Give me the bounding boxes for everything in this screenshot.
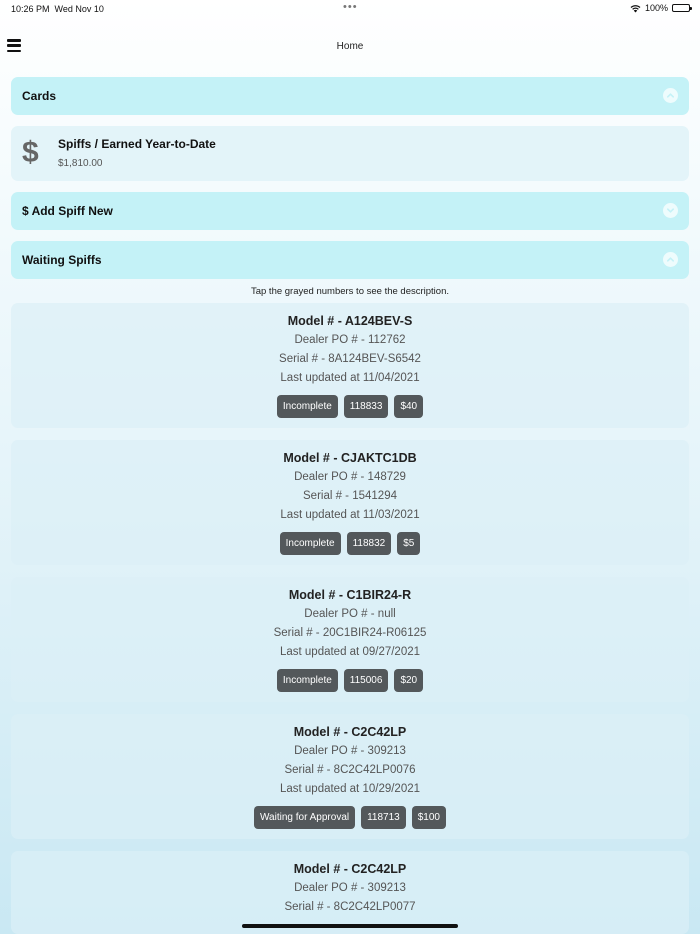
status-time-text: 10:26 PM (11, 4, 50, 14)
spiff-serial: Serial # - 20C1BIR24-R06125 (273, 627, 427, 639)
spiff-number-badge[interactable]: 118833 (344, 395, 389, 418)
spiff-badges (11, 532, 689, 555)
spiff-model: Model # - C2C42LP (293, 725, 407, 739)
status-badge[interactable]: Incomplete (280, 532, 341, 555)
chevron-up-icon[interactable] (663, 252, 678, 267)
spiff-dealer-po: Dealer PO # - 309213 (294, 745, 406, 757)
status-right (630, 3, 690, 13)
spiff-serial: Serial # - 8A124BEV-S6542 (279, 353, 421, 365)
spiff-number-badge[interactable]: 115006 (344, 669, 389, 692)
spiff-serial: Serial # - 1541294 (303, 490, 397, 502)
spiff-serial: Serial # - 8C2C42LP0076 (284, 764, 416, 776)
spiff-model: Model # - A124BEV-S (287, 314, 413, 328)
amount-badge[interactable]: $40 (394, 395, 423, 418)
status-time (11, 4, 104, 14)
battery-percent: 100% (644, 3, 668, 13)
spiff-badges (11, 669, 689, 692)
spiff-dealer-po: Dealer PO # - 309213 (294, 882, 406, 894)
nav-bar (0, 36, 700, 58)
status-badge[interactable]: Incomplete (277, 669, 338, 692)
earned-title: Spiffs / Earned Year-to-Date (58, 137, 216, 151)
spiff-updated: Last updated at 11/04/2021 (280, 372, 420, 384)
amount-badge[interactable]: $5 (397, 532, 420, 555)
spiff-card (11, 577, 689, 702)
spiff-model: Model # - C2C42LP (293, 862, 407, 876)
spiff-updated: Last updated at 09/27/2021 (279, 646, 421, 658)
spiff-card (11, 440, 689, 565)
section-cards[interactable] (11, 77, 689, 115)
spiff-model: Model # - C1BIR24-R (288, 588, 412, 602)
section-waiting-spiffs[interactable] (11, 241, 689, 279)
spiff-serial: Serial # - 8C2C42LP0077 (284, 901, 416, 913)
spiff-card (11, 714, 689, 839)
home-indicator[interactable] (242, 924, 458, 928)
page-title: Home (336, 41, 364, 52)
wifi-icon (630, 4, 641, 13)
spiff-dealer-po: Dealer PO # - null (304, 608, 396, 620)
section-add-spiff-label: $ Add Spiff New (22, 204, 113, 218)
spiff-badges (11, 806, 689, 829)
chevron-down-icon[interactable] (663, 203, 678, 218)
earned-ytd-panel (11, 126, 689, 181)
hint-text: Tap the grayed numbers to see the description. (250, 286, 450, 297)
spiff-model: Model # - CJAKTC1DB (283, 451, 417, 465)
spiff-card (11, 851, 689, 934)
spiff-badges (11, 395, 689, 418)
spiff-number-badge[interactable]: 118713 (361, 806, 406, 829)
spiff-card (11, 303, 689, 428)
amount-badge[interactable]: $100 (412, 806, 446, 829)
status-badge[interactable]: Waiting for Approval (254, 806, 355, 829)
earned-amount: $1,810.00 (58, 158, 103, 169)
spiff-dealer-po: Dealer PO # - 148729 (294, 471, 406, 483)
section-cards-label: Cards (22, 89, 57, 103)
section-waiting-label: Waiting Spiffs (22, 253, 102, 267)
status-bar (0, 0, 700, 18)
spiff-updated: Last updated at 11/03/2021 (280, 509, 420, 521)
dollar-icon: $ (22, 136, 39, 169)
chevron-up-icon[interactable] (663, 88, 678, 103)
multitasking-dots-icon[interactable]: ••• (343, 1, 358, 13)
spiff-dealer-po: Dealer PO # - 112762 (294, 334, 406, 346)
amount-badge[interactable]: $20 (394, 669, 423, 692)
status-date-text: Wed Nov 10 (54, 4, 104, 14)
status-badge[interactable]: Incomplete (277, 395, 338, 418)
section-add-spiff[interactable] (11, 192, 689, 230)
spiff-number-badge[interactable]: 118832 (347, 532, 392, 555)
spiff-updated: Last updated at 10/29/2021 (279, 783, 421, 795)
battery-icon (672, 4, 690, 12)
